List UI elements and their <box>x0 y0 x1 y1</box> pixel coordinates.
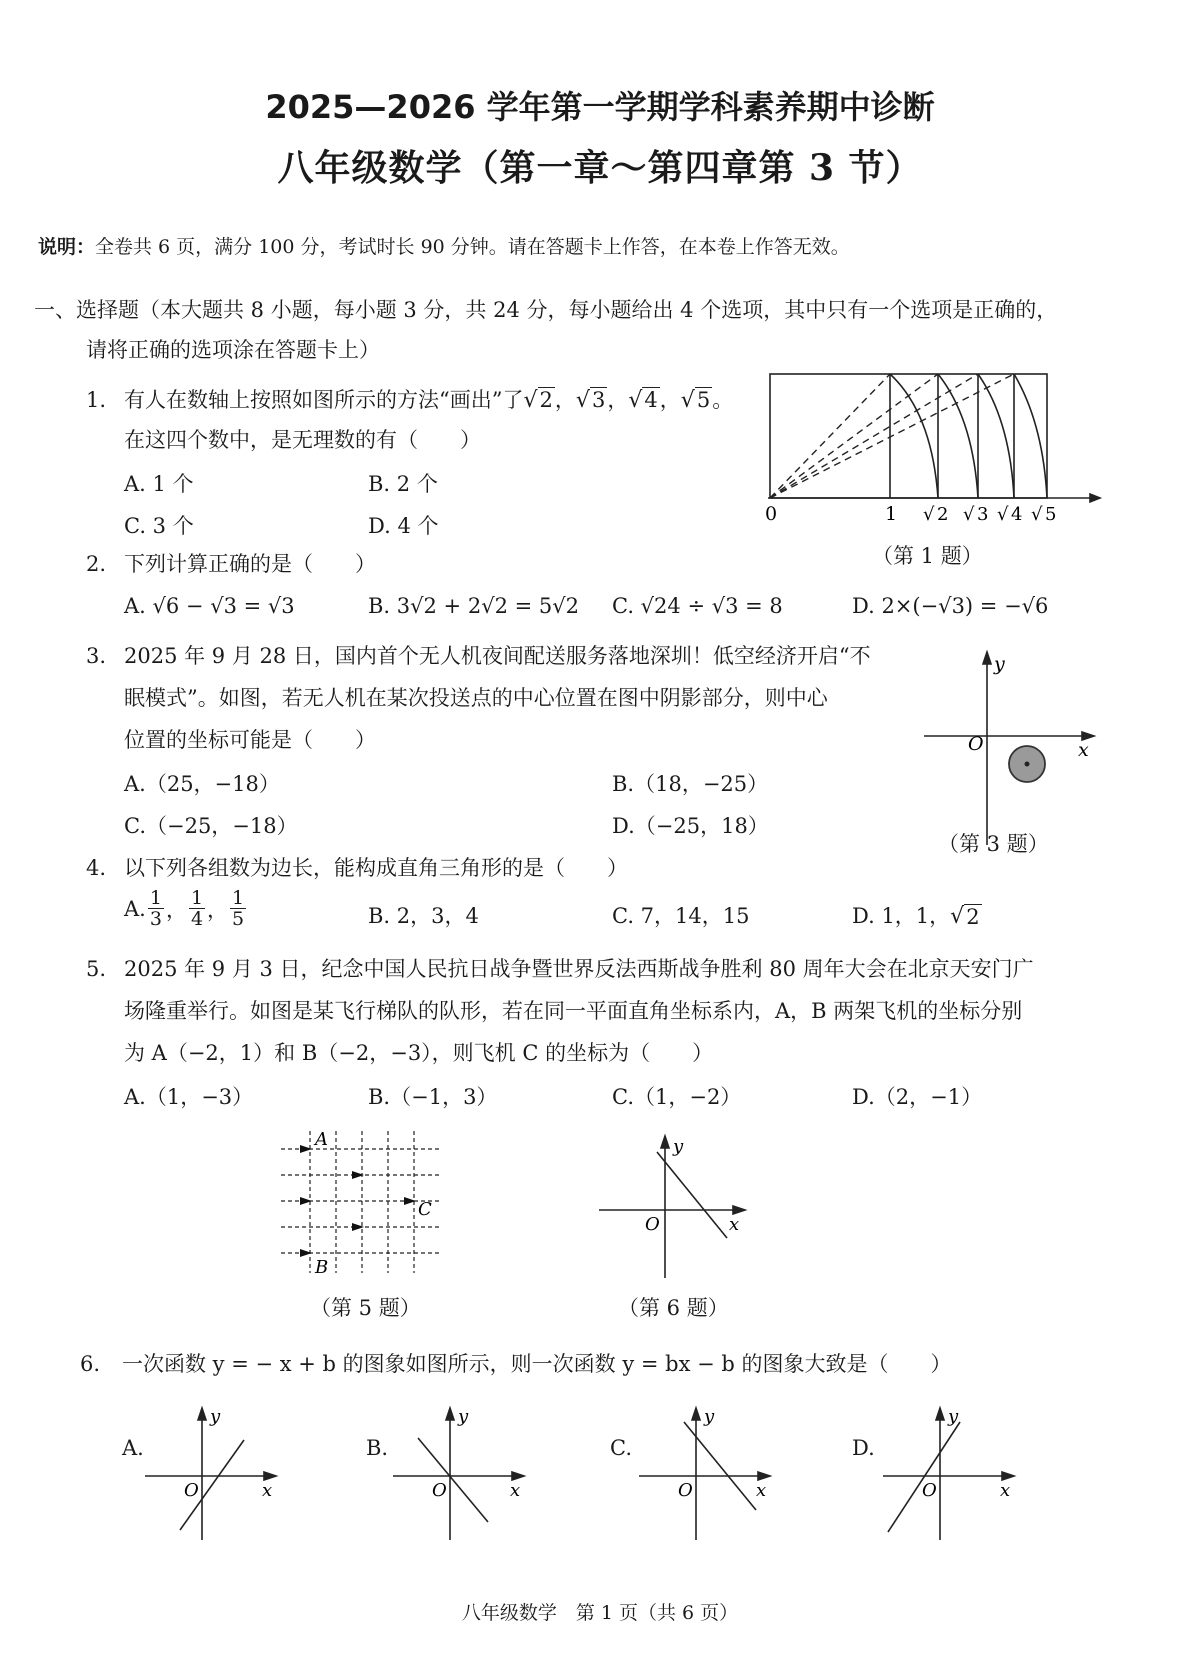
q3-x-label: x <box>1078 739 1089 761</box>
q1-number-line-figure <box>760 368 1105 528</box>
q2-number: 2. <box>86 552 107 576</box>
q6-ref-y-label: y <box>673 1136 684 1157</box>
q4-frac-2: $\frac{1}{4}$ <box>190 887 204 930</box>
q3-caption: （第 3 题） <box>938 832 1049 856</box>
q6-option-c-graph[interactable] <box>634 1400 784 1545</box>
q6-option-d-label[interactable]: D. <box>852 1436 875 1460</box>
q6b-origin-label: O <box>432 1480 447 1501</box>
q6-option-d-graph[interactable] <box>878 1400 1028 1545</box>
q6-caption: （第 6 题） <box>618 1296 729 1320</box>
q6-option-b-label[interactable]: B. <box>366 1436 389 1460</box>
q5-label-c: C <box>418 1199 432 1220</box>
q3-option-b[interactable]: B.（18，−25） <box>612 772 769 796</box>
q1-option-c[interactable]: C. 3 个 <box>124 514 194 538</box>
q4-number: 4. <box>86 856 107 880</box>
q2-option-b[interactable]: B. 3√2 + 2√2 = 5√2 <box>368 594 579 618</box>
q1-caption: （第 1 题） <box>872 544 983 568</box>
section-heading-line2: 请将正确的选项涂在答题卡上） <box>86 338 380 362</box>
q2-option-d[interactable]: D. 2×(−√3) = −√6 <box>852 594 1049 618</box>
q6-option-c-label[interactable]: C. <box>610 1436 632 1460</box>
q1-fig-sqrt-sign-4: √ <box>997 504 1009 525</box>
q1-fig-label-1: 1 <box>885 503 898 525</box>
q1-root-3: √ 3 <box>575 388 606 413</box>
q5-option-a[interactable]: A.（1，−3） <box>124 1085 254 1109</box>
page-footer: 八年级数学 第 1 页（共 6 页） <box>461 1602 739 1624</box>
q1-fig-label-3: 3 <box>977 504 989 525</box>
q4-frac-3: $\frac{1}{5}$ <box>232 887 245 930</box>
q5-line1: 2025 年 9 月 3 日，纪念中国人民抗日战争暨世界反法西斯战争胜利 80 周年大会在北京天安门广 <box>124 957 1034 981</box>
q1-fig-sqrt-sign-5: √ <box>1031 504 1043 525</box>
q3-coordinate-figure <box>920 650 1100 850</box>
q3-line1: 2025 年 9 月 28 日，国内首个无人机夜间配送服务落地深圳！低空经济开启“不 <box>124 644 871 668</box>
q3-line2: 眠模式”。如图，若无人机在某次投送点的中心位置在图中阴影部分，则中心 <box>124 686 828 710</box>
q6b-x-label: x <box>510 1480 521 1501</box>
exam-title: 2025—2026 学年第一学期学科素养期中诊断 <box>265 88 935 126</box>
q1-text-a: 有人在数轴上按照如图所示的方法“画出”了 <box>124 388 524 412</box>
q1-fig-label-5: 5 <box>1045 504 1057 525</box>
q2-option-a[interactable]: A. √6 − √3 = √3 <box>124 594 295 618</box>
q4-frac-1: $\frac{1}{3}$ <box>149 887 162 930</box>
q5-label-b: B <box>315 1257 329 1278</box>
q1-fig-sqrt-sign-3: √ <box>963 504 975 525</box>
q3-number: 3. <box>86 644 107 668</box>
q6-option-a-graph[interactable] <box>140 1400 290 1545</box>
q1-option-d[interactable]: D. 4 个 <box>368 514 439 538</box>
q1-fig-sqrt-sign-2: √ <box>923 504 935 525</box>
exam-subtitle: 八年级数学（第一章～第四章第 3 节） <box>277 147 923 189</box>
instructions-label: 说明： <box>38 236 96 258</box>
q3-line3: 位置的坐标可能是（ ） <box>124 728 376 752</box>
q6a-x-label: x <box>262 1480 273 1501</box>
q4-option-a[interactable]: A. $\frac{1}{3}$ ， $\frac{1}{4}$ ， $\frac{1}{5}$ <box>124 887 245 930</box>
q2-text: 下列计算正确的是（ ） <box>124 552 376 576</box>
q1-root-4: √ 4 <box>628 388 658 413</box>
q6d-origin-label: O <box>922 1480 937 1501</box>
q6c-x-label: x <box>756 1480 767 1501</box>
q1-text: 有人在数轴上按照如图所示的方法“画出”了 √ 2 ， √ 3 ， √ 4 ， √ 5 。 <box>124 388 734 413</box>
q4-option-d-prefix: D. 1，1， <box>852 904 951 928</box>
q1-option-b[interactable]: B. 2 个 <box>368 472 438 496</box>
q6a-origin-label: O <box>184 1480 199 1501</box>
q6-reference-graph <box>595 1130 755 1285</box>
instructions-text: 全卷共 6 页，满分 100 分，考试时长 90 分钟。请在答题卡上作答，在本卷上作答无效。 <box>95 236 850 258</box>
q6-ref-origin-label: O <box>645 1214 660 1235</box>
q6c-y-label: y <box>704 1406 715 1427</box>
q6d-y-label: y <box>948 1406 959 1427</box>
q5-number: 5. <box>86 957 107 981</box>
q1-fig-label-4: 4 <box>1011 504 1023 525</box>
q3-option-d[interactable]: D.（−25，18） <box>612 814 769 838</box>
q5-option-d[interactable]: D.（2，−1） <box>852 1085 983 1109</box>
q1-number: 1. <box>86 388 107 412</box>
q6-option-b-graph[interactable] <box>388 1400 538 1545</box>
q6d-x-label: x <box>1000 1480 1011 1501</box>
q2-option-c[interactable]: C. √24 ÷ √3 = 8 <box>612 594 783 618</box>
q6a-y-label: y <box>210 1406 221 1427</box>
q1-root-5: √ 5 <box>680 388 711 413</box>
q4-text: 以下列各组数为边长，能构成直角三角形的是（ ） <box>124 856 628 880</box>
q1-fig-label-2: 2 <box>937 504 949 525</box>
q5-formation-grid-figure <box>275 1125 445 1280</box>
q4-option-c[interactable]: C. 7，14，15 <box>612 904 750 928</box>
q4-option-a-prefix: A. <box>124 896 146 921</box>
q5-option-c[interactable]: C.（1，−2） <box>612 1085 742 1109</box>
q6-ref-x-label: x <box>729 1214 740 1235</box>
q5-label-a: A <box>315 1129 328 1150</box>
plane-icon <box>352 1171 364 1179</box>
q3-option-c[interactable]: C.（−25，−18） <box>124 814 298 838</box>
exam-instructions <box>38 232 850 259</box>
q4-option-d-root: √ 2 <box>950 904 980 929</box>
q6c-origin-label: O <box>678 1480 693 1501</box>
q3-origin-label: O <box>968 733 984 755</box>
q6b-y-label: y <box>458 1406 469 1427</box>
q6-text: 一次函数 y = − x + b 的图象如图所示，则一次函数 y = bx − b 的图象大致是（ ） <box>122 1352 952 1376</box>
q4-option-b[interactable]: B. 2，3，4 <box>368 904 479 928</box>
q1-text-b: 在这四个数中，是无理数的有（ ） <box>124 428 481 452</box>
q1-option-a[interactable]: A. 1 个 <box>124 472 194 496</box>
q3-y-label: y <box>994 653 1005 675</box>
q6-number: 6. <box>80 1352 101 1376</box>
q3-center-dot <box>1025 762 1030 767</box>
q1-root-2: √ 2 <box>523 388 553 413</box>
q5-caption: （第 5 题） <box>310 1296 421 1320</box>
q4-option-d[interactable] <box>852 900 982 930</box>
q3-option-a[interactable]: A.（25，−18） <box>124 772 280 796</box>
section-heading-line1: 一、选择题（本大题共 8 小题，每小题 3 分，共 24 分，每小题给出 4 个选项，其中只有一个选项是正确的， <box>34 298 1058 322</box>
q1-fig-label-0: 0 <box>765 503 778 525</box>
q5-option-b[interactable]: B.（−1，3） <box>368 1085 498 1109</box>
q5-line2: 场隆重举行。如图是某飞行梯队的队形，若在同一平面直角坐标系内，A，B 两架飞机的坐标分别 <box>124 999 1023 1023</box>
q6-option-a-label[interactable]: A. <box>122 1436 144 1460</box>
q5-line3: 为 A（−2，1）和 B（−2，−3），则飞机 C 的坐标为（ ） <box>124 1041 714 1065</box>
